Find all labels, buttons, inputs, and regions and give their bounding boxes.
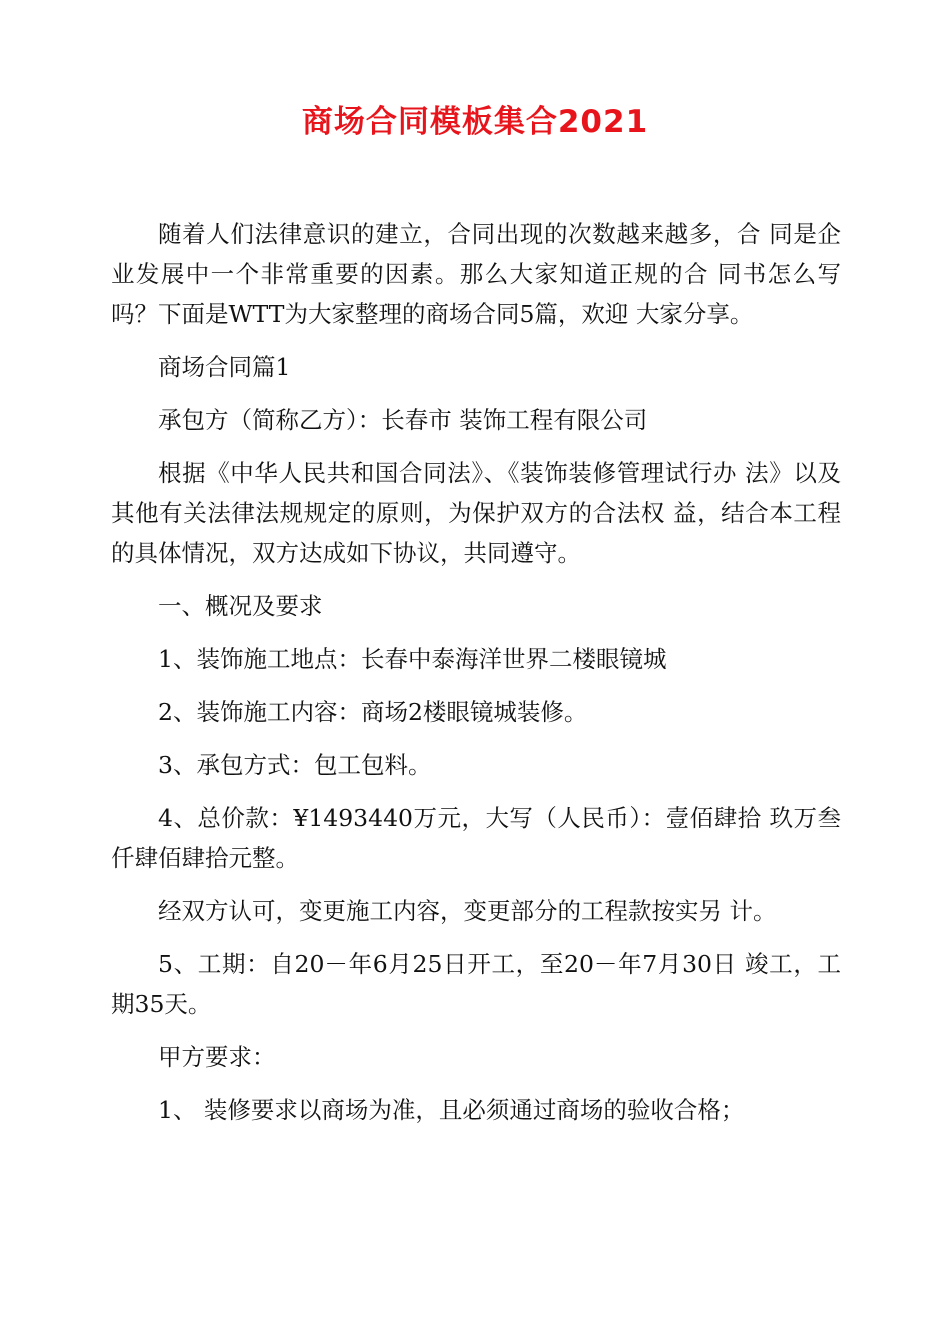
section-heading-contract-1: 商场合同篇1 <box>158 353 291 381</box>
document-body <box>111 214 841 1143</box>
list-item-location: 1、装饰施工地点：长春中泰海洋世界二楼眼镜城 <box>158 645 667 673</box>
paragraph-contractor: 承包方（简称乙方）：长春市 装饰工程有限公司 <box>158 406 648 434</box>
paragraph-change-terms: 经双方认可，变更施工内容，变更部分的工程款按实另 计。 <box>158 897 777 925</box>
paragraph-legal-basis: 根据《中华人民共和国合同法》、《装饰装修管理试行办 法》以及其他有关法律法规规定的原则，为保护双方的合法权 益，结合本工程的具体情况，双方达成如下协议，共同遵守。 <box>111 459 841 567</box>
list-item-method: 3、承包方式：包工包料。 <box>158 751 432 779</box>
document-title: 商场合同模板集合2021 <box>301 104 649 140</box>
list-item-price: 4、总价款：¥1493440万元，大写（人民币）：壹佰肆拾 玖万叁仟肆佰肆拾元整。 <box>111 804 841 872</box>
paragraph-intro: 随着人们法律意识的建立，合同出现的次数越来越多，合 同是企业发展中一个非常重要的因素。那么大家知道正规的合 同书怎么写吗？下面是WTT为大家整理的商场合同5篇，欢迎 大家分享。 <box>111 220 841 328</box>
section-heading-party-a-requirements: 甲方要求： <box>158 1043 276 1071</box>
list-item-schedule: 5、工期：自20－年6月25日开工，至20－年7月30日 竣工，工期35天。 <box>111 950 841 1018</box>
list-item-requirement-1: 1、 装修要求以商场为准，且必须通过商场的验收合格； <box>158 1096 745 1124</box>
section-heading-overview: 一、概况及要求 <box>158 592 323 620</box>
list-item-content: 2、装饰施工内容：商场2楼眼镜城装修。 <box>158 698 588 726</box>
